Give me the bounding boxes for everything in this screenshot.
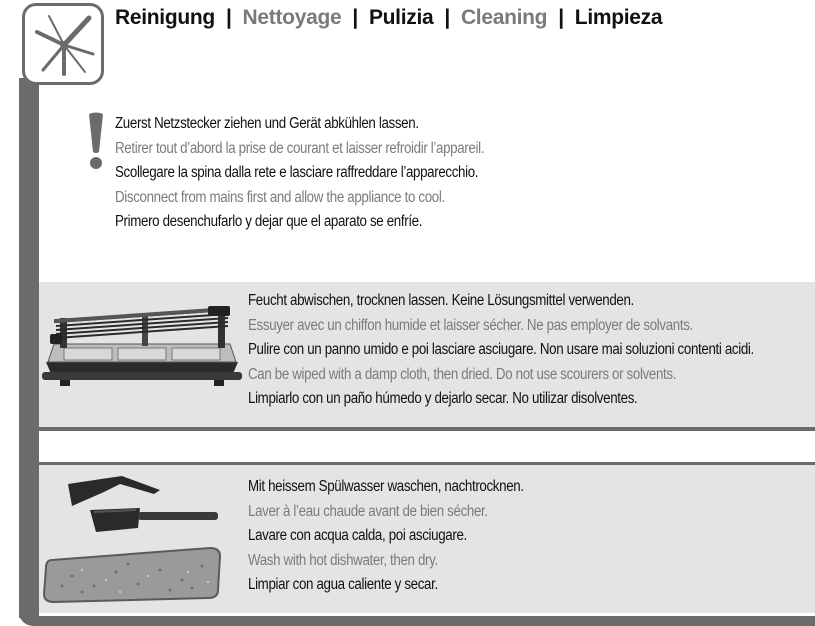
panel-divider xyxy=(39,427,815,431)
raclette-grill-illustration xyxy=(42,300,242,392)
title-fr: Nettoyage xyxy=(242,6,342,29)
title-separator: | xyxy=(558,6,564,29)
parts-cleaning-text xyxy=(248,475,524,598)
header-icon-box xyxy=(22,3,104,85)
grill-cleaning-text xyxy=(248,289,754,412)
title-separator: | xyxy=(444,6,450,29)
page-title xyxy=(115,4,662,32)
title-en: Cleaning xyxy=(460,6,548,29)
warning-line-it: Scollegare la spina dalla rete e lasciare raffreddare l’apparecchio. xyxy=(115,164,479,181)
parts-line-it: Lavare con acqua calda, poi asciugare. xyxy=(248,527,467,544)
accessories-illustration xyxy=(42,476,232,608)
grill-line-fr: Essuyer avec un chiffon humide et laisser sécher. Ne pas employer de solvants. xyxy=(248,316,693,334)
warning-line-de: Zuerst Netzstecker ziehen und Gerät abkühlen lassen. xyxy=(115,115,419,132)
title-it: Pulizia xyxy=(368,6,434,29)
parts-line-fr: Laver à l’eau chaude avant de bien sécher. xyxy=(248,502,488,520)
title-separator: | xyxy=(352,6,358,29)
warning-text xyxy=(115,112,484,235)
grill-line-es: Limpiarlo con un paño húmedo y dejarlo secar. No utilizar disolventes. xyxy=(248,390,638,407)
grill-line-en: Can be wiped with a damp cloth, then dried. Do not use scourers or solvents. xyxy=(248,365,677,383)
left-rail xyxy=(19,78,39,618)
star-burst-icon xyxy=(29,10,99,80)
title-es: Limpieza xyxy=(574,6,663,29)
title-separator: | xyxy=(225,6,232,29)
parts-line-de: Mit heissem Spülwasser waschen, nachtrocknen. xyxy=(248,478,524,495)
parts-line-es: Limpiar con agua caliente y secar. xyxy=(248,576,438,593)
grill-line-de: Feucht abwischen, trocknen lassen. Keine Lösungsmittel verwenden. xyxy=(248,292,634,309)
warning-line-es: Primero desenchufarlo y dejar que el aparato se enfríe. xyxy=(115,213,423,230)
warning-line-en: Disconnect from mains first and allow the appliance to cool. xyxy=(115,188,445,206)
parts-line-en: Wash with hot dishwater, then dry. xyxy=(248,551,438,569)
title-de: Reinigung xyxy=(115,6,215,29)
exclamation-icon xyxy=(86,112,106,170)
grill-line-it: Pulire con un panno umido e poi lasciare asciugare. Non usare mai soluzioni contenti acidi. xyxy=(248,341,754,358)
warning-line-fr: Retirer tout d’abord la prise de courant et laisser refroidir l’appareil. xyxy=(115,139,485,157)
